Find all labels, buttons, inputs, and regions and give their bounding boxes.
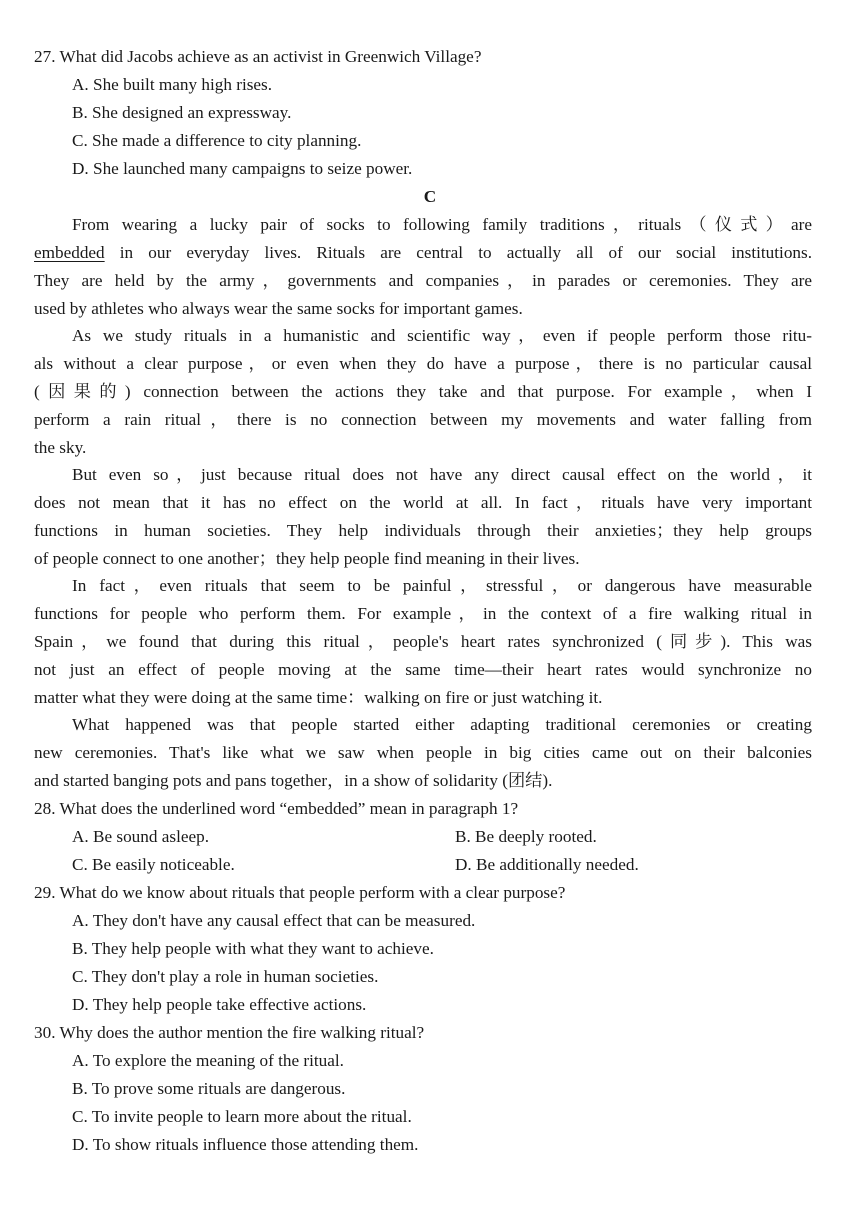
passage-p4-line: not just an effect of people moving at the same time—their heart rates would synchronize no <box>34 660 812 679</box>
passage-p2-line: perform a rain ritual，there is no connection between my movements and water falling from <box>34 410 812 429</box>
question-29-stem: 29. What do we know about rituals that people perform with a clear purpose? <box>34 883 566 902</box>
passage-p4-line: In fact，even rituals that seem to be painful，stressful，or dangerous have measurable <box>72 576 812 595</box>
question-29-option-b: B. They help people with what they want to achieve. <box>72 939 434 958</box>
question-27-stem: 27. What did Jacobs achieve as an activist in Greenwich Village? <box>34 47 482 66</box>
question-28-stem: 28. What does the underlined word “embedded” mean in paragraph 1? <box>34 799 519 818</box>
passage-p3-line: functions in human societies. They help individuals through their anxieties；they help groups <box>34 521 812 540</box>
passage-p4-line: matter what they were doing at the same time：walking on fire or just watching it. <box>34 688 603 707</box>
question-27-option-b: B. She designed an expressway. <box>72 103 292 122</box>
passage-p2-line: (因果的) connection between the actions they take and that purpose. For example，when I <box>34 382 812 401</box>
question-30-option-c: C. To invite people to learn more about the ritual. <box>72 1107 412 1126</box>
passage-p5-line: and started banging pots and pans together，in a show of solidarity (团结). <box>34 771 553 790</box>
passage-p2-line: als without a clear purpose，or even when they do have a purpose，there is no particular causal <box>34 354 812 373</box>
passage-p1-line <box>34 239 812 267</box>
passage-p5-line: What happened was that people started either adapting traditional ceremonies or creating <box>72 715 812 734</box>
question-30-option-d: D. To show rituals influence those attending them. <box>72 1135 419 1154</box>
question-28-option-b: B. Be deeply rooted. <box>455 827 597 846</box>
passage-p2-line: the sky. <box>34 438 87 457</box>
question-30-option-a: A. To explore the meaning of the ritual. <box>72 1051 344 1070</box>
passage-p1-line-rest: in our everyday lives. Rituals are central to actually all of our social institutions. <box>104 243 812 262</box>
question-27-option-d: D. She launched many campaigns to seize power. <box>72 159 413 178</box>
passage-p2-line: As we study rituals in a humanistic and scientific way，even if people perform those ritu- <box>72 326 812 345</box>
passage-p1-line: used by athletes who always wear the same socks for important games. <box>34 299 523 318</box>
passage-p3-line: of people connect to one another；they help people find meaning in their lives. <box>34 549 580 568</box>
question-29-option-d: D. They help people take effective actions. <box>72 995 367 1014</box>
question-29-option-a: A. They don't have any causal effect that can be measured. <box>72 911 476 930</box>
question-30-option-b: B. To prove some rituals are dangerous. <box>72 1079 346 1098</box>
question-28-option-c: C. Be easily noticeable. <box>72 855 235 874</box>
question-27-option-a: A. She built many high rises. <box>72 75 273 94</box>
question-28-option-d: D. Be additionally needed. <box>455 855 639 874</box>
passage-p4-line: functions for people who perform them. For example，in the context of a fire walking ritual in <box>34 604 812 623</box>
passage-p3-line: does not mean that it has no effect on the world at all. In fact，rituals have very important <box>34 493 812 512</box>
passage-p5-line: new ceremonies. That's like what we saw when people in big cities came out on their balconies <box>34 743 812 762</box>
question-29-option-c: C. They don't play a role in human societies. <box>72 967 379 986</box>
passage-p1-line: They are held by the army，governments and companies，in parades or ceremonies. They are <box>34 271 812 290</box>
section-title: C <box>423 187 437 206</box>
question-30-stem: 30. Why does the author mention the fire walking ritual? <box>34 1023 425 1042</box>
passage-p3-line: But even so，just because ritual does not have any direct causal effect on the world，it <box>72 465 813 484</box>
question-27-option-c: C. She made a difference to city planning. <box>72 131 362 150</box>
passage-p4-line: Spain，we found that during this ritual，people's heart rates synchronized (同步). This was <box>34 632 812 651</box>
question-28-option-a: A. Be sound asleep. <box>72 827 209 846</box>
passage-p1-line: From wearing a lucky pair of socks to following family traditions，rituals（仪式）are <box>72 215 812 234</box>
underlined-word: embedded <box>34 243 105 262</box>
question-28-row-1 <box>72 823 812 851</box>
question-28-row-2 <box>72 851 812 879</box>
